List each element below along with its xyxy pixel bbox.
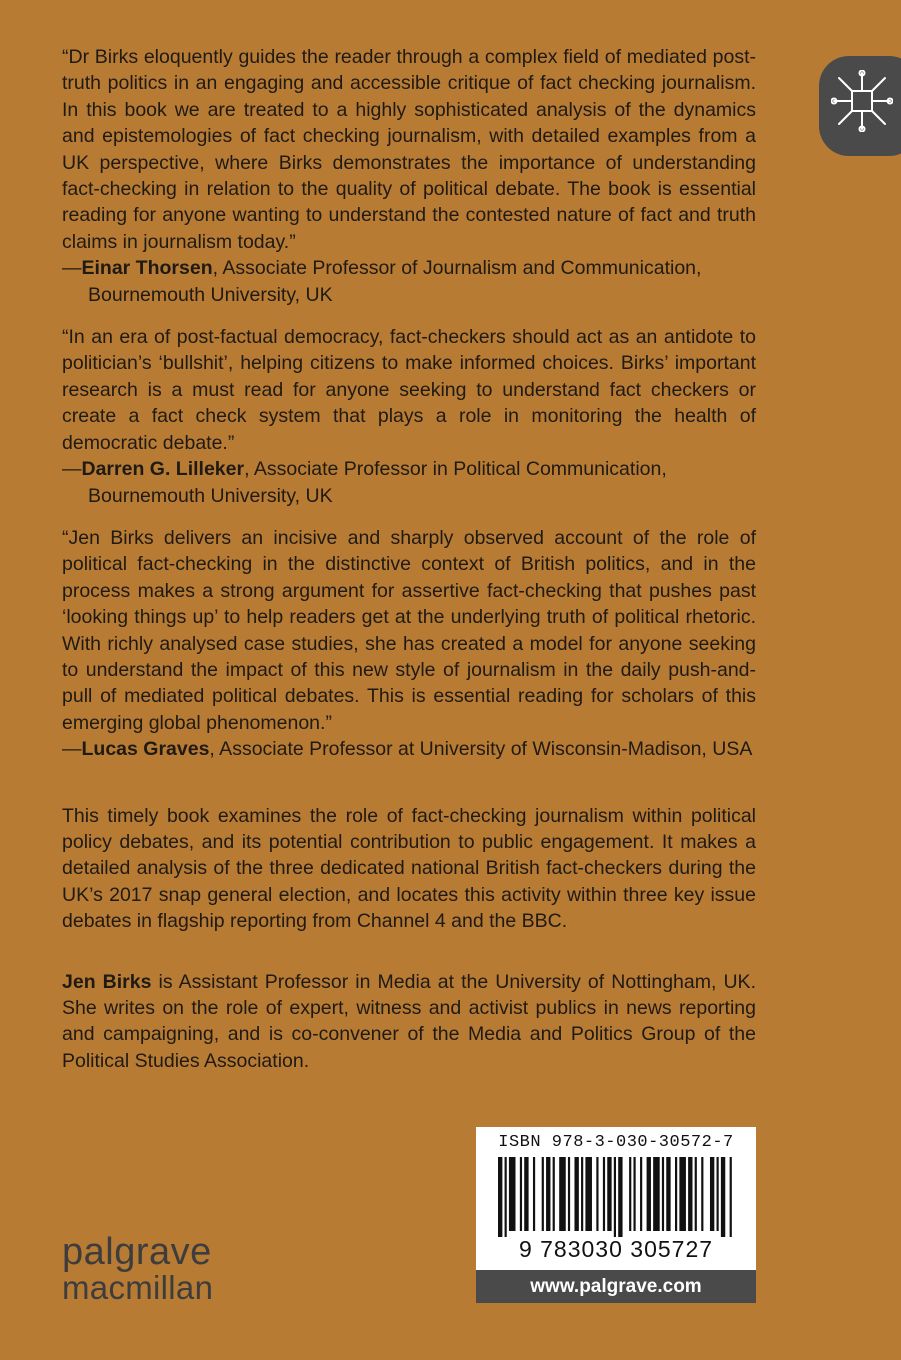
quote-3-role: , Associate Professor at University of Wisconsin-Madison, USA (209, 738, 753, 761)
barcode-bar (679, 1157, 686, 1231)
quote-2-dash: — (62, 458, 82, 481)
barcode-bar (505, 1157, 507, 1237)
quote-3-attribution (62, 736, 756, 762)
barcode-bar (695, 1157, 697, 1231)
publisher-logo (62, 1232, 213, 1304)
barcode-bar (524, 1157, 528, 1231)
quote-2-author: Darren G. Lilleker (81, 458, 245, 481)
barcode-bar (546, 1157, 550, 1231)
palgrave-star-icon (819, 56, 901, 156)
author-name: Jen Birks (62, 970, 152, 993)
barcode-bar (581, 1157, 583, 1231)
quote-1-affiliation: Bournemouth University, UK (88, 283, 333, 306)
barcode-bar (730, 1157, 732, 1237)
publisher-url: www.palgrave.com (476, 1270, 756, 1303)
barcode-bar (633, 1157, 635, 1231)
barcode-bar (647, 1157, 651, 1231)
barcode-bar (568, 1157, 570, 1231)
barcode-bar (640, 1157, 642, 1231)
author-bio (62, 969, 756, 1075)
barcode-bar (509, 1157, 516, 1231)
palgrave-star-glyph (831, 70, 893, 132)
quote-1-text: “Dr Birks eloquently guides the reader through a complex field of mediated post-truth politics in an engaging and accessible critique of fact checking journalism. In this book we are treated to a highly sophisticated analysis of the dynamics and epistemologies of fact checking journalism, with detailed examples from a UK perspective, where Birks demonstrates the importance of understanding fact-checking in relation to the quality of political debate. The book is essential reading for anyone wanting to understand the contested nature of fact and truth claims in journalism today.” (62, 46, 756, 253)
barcode-bar (553, 1157, 555, 1231)
publisher-line-2: macmillan (62, 1269, 214, 1306)
barcode-bar (542, 1157, 544, 1231)
barcode-bar (662, 1157, 664, 1231)
quote-1-author: Einar Thorsen (81, 257, 213, 280)
barcode-block (476, 1127, 756, 1303)
isbn-label: ISBN 978-3-030-30572-7 (498, 1133, 734, 1152)
barcode-bar (498, 1157, 502, 1237)
barcode-number: 9 783030 305727 (518, 1236, 714, 1262)
quote-2-role: , Associate Professor in Political Communication, (244, 458, 667, 481)
barcode-bar (675, 1157, 677, 1231)
quote-1-role: , Associate Professor of Journalism and Communication, (212, 257, 702, 280)
barcode-bar (717, 1157, 719, 1231)
barcode-bar (574, 1157, 578, 1231)
book-description: This timely book examines the role of fact-checking journalism within political policy debates, and its potential contribution to public engagement. It makes a detailed analysis of the three dedicated national British fact-checkers during the UK’s 2017 snap general election, and locates this activity within three key issue debates in flagship reporting from Channel 4 and the BBC. (62, 804, 756, 933)
barcode-bar (603, 1157, 605, 1231)
quote-1-dash: — (62, 257, 82, 280)
barcode-bars (498, 1157, 734, 1237)
quote-3-dash: — (62, 738, 82, 761)
quote-3-author: Lucas Graves (81, 738, 210, 761)
quote-3-text: “Jen Birks delivers an incisive and sharply observed account of the role of political fact-checking in the distinctive context of British politics, and in the process makes a strong argument for assertive fact-checking that pushes past ‘looking things up’ to help readers get at the underlying truth of political rhetoric. With richly analysed case studies, she has created a model for anyone seeking to understand the impact of this new style of journalism in the daily push-and-pull of mediated political debates. This is essential reading for scholars of this emerging global phenomenon.” (62, 526, 756, 734)
barcode-bar (614, 1157, 616, 1237)
barcode-bar (629, 1157, 631, 1231)
barcode-bar (533, 1157, 535, 1231)
barcode-bar (607, 1157, 611, 1231)
quote-2-text: “In an era of post-factual democracy, fact-checkers should act as an antidote to politician’s ‘bullshit’, helping citizens to make informed choices. Birks’ important research is a must read for anyone seeking to understand fact checkers or create a fact check system that plays a role in monitoring the health of democratic debate.” (62, 326, 756, 454)
barcode-bar (701, 1157, 703, 1231)
barcode-bar (666, 1157, 670, 1231)
barcode-bar (710, 1157, 714, 1231)
quote-1-attribution (62, 255, 756, 308)
barcode-panel (476, 1127, 756, 1270)
barcode-bar (520, 1157, 522, 1231)
barcode-bar (585, 1157, 592, 1231)
barcode-bar (688, 1157, 692, 1231)
barcode-bar (618, 1157, 622, 1237)
barcode-bar (721, 1157, 725, 1237)
barcode-bar (559, 1157, 566, 1231)
quote-2-affiliation: Bournemouth University, UK (88, 484, 333, 507)
author-bio-text: is Assistant Professor in Media at the University of Nottingham, UK. She writes on the role of expert, witness and activist publics in news reporting and campaigning, and is co-convener of the Media and Politics Group of the Political Studies Association. (62, 970, 756, 1072)
barcode-bar (653, 1157, 660, 1231)
publisher-line-1: palgrave (62, 1231, 212, 1273)
cover-text (62, 44, 756, 1074)
quote-2-attribution (62, 456, 756, 509)
barcode-bar (596, 1157, 598, 1231)
